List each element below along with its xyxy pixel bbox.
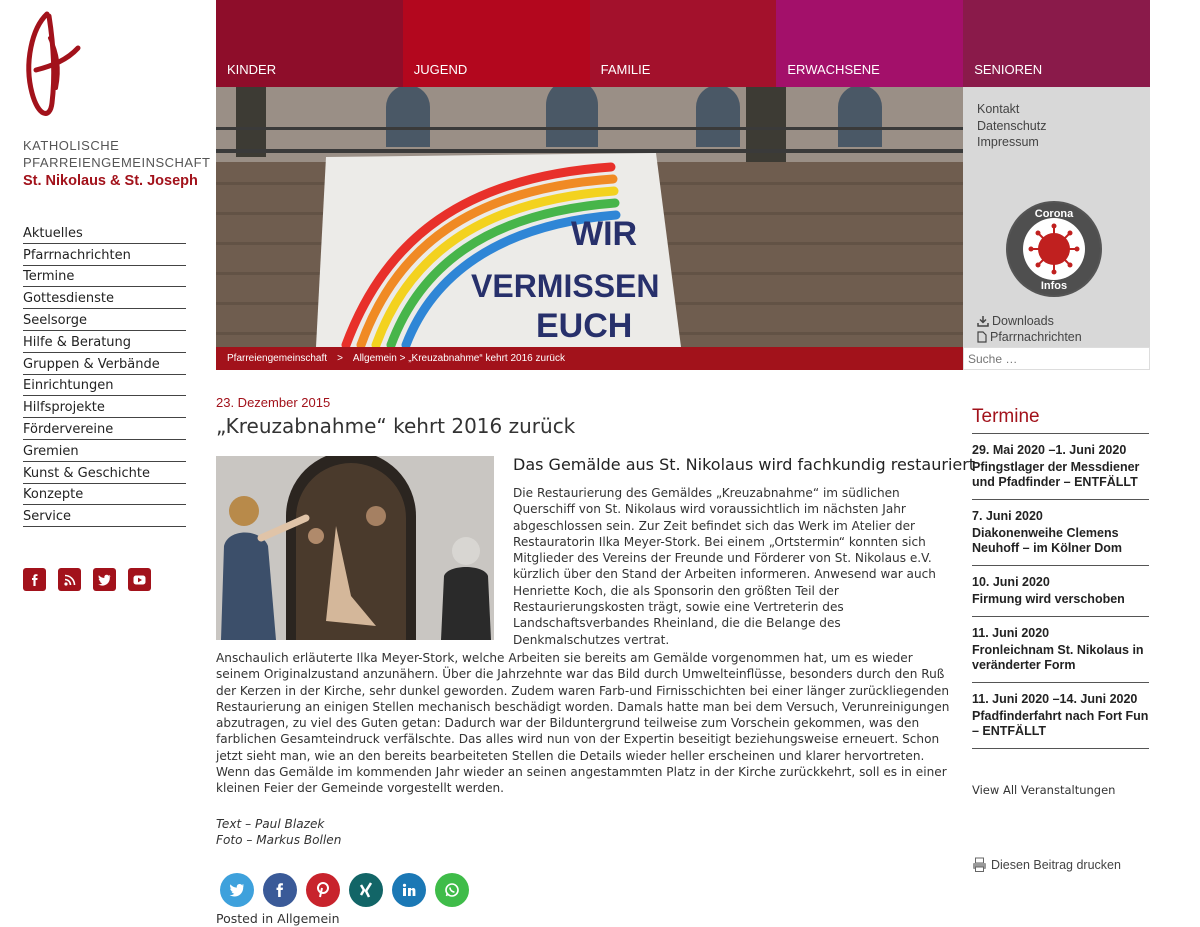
brand-line2: PFARREIENGEMEINSCHAFT bbox=[23, 155, 211, 170]
sidebar-item-hilfsprojekte[interactable]: Hilfsprojekte bbox=[23, 396, 186, 418]
corona-label-bottom: Infos bbox=[1040, 280, 1068, 292]
sidebar-item-kunst-geschichte[interactable]: Kunst & Geschichte bbox=[23, 462, 186, 484]
share-facebook-icon[interactable] bbox=[263, 873, 297, 907]
event-date: 7. Juni 2020 bbox=[972, 509, 1043, 523]
sidebar-item-termine[interactable]: Termine bbox=[23, 266, 186, 288]
credit-text: Text – Paul Blazek bbox=[216, 817, 325, 831]
termine-heading: Termine bbox=[972, 406, 1040, 427]
sidebar-item-service[interactable]: Service bbox=[23, 505, 186, 527]
corona-virus-icon bbox=[1006, 201, 1102, 297]
sidebar-item-aktuelles[interactable]: Aktuelles bbox=[23, 222, 186, 244]
brand-line1: KATHOLISCHE bbox=[23, 138, 120, 153]
print-label: Diesen Beitrag drucken bbox=[991, 857, 1121, 872]
view-all-events-link[interactable]: View All Veranstaltungen bbox=[972, 783, 1116, 797]
article-subtitle: Das Gemälde aus St. Nikolaus wird fachkundig restauriert bbox=[513, 455, 976, 474]
breadcrumb-trail[interactable]: Allgemein > „Kreuzabnahme“ kehrt 2016 zurück bbox=[352, 353, 565, 364]
posted-category-link[interactable]: Allgemein bbox=[277, 911, 340, 926]
article-paragraph-2: Anschaulich erläuterte Ilka Meyer-Stork, welche Arbeiten sie bereits am Gemälde vorgenommen hat, um es wieder seinem Originalzustand anzunähern. Über die Jahrzehnte war das Bild durch Umwelteinflüsse, besonders durch den Ruß der Kerzen in der Kirche, sehr dunkel geworden. Zudem waren Farb-und Firnisschichten bei einer länger zurückliegenden Restaurierung an einigen Stellen mechanisch beschädigt worden. Damals hatte man bei dem Versuch, Verunreinigungen abzutragen, zu viel des Guten getan: Dadurch war der Bilduntergrund teilweise zum Vorschein gekommen, was den farblichen Gesamteindruck verfälschte. Das alles wird nun von der Expertin beseitigt beziehungsweise erneuert. Schon jetzt sieht man, wie an den bereits bearbeiteten Stellen die Details wieder heller erscheinen und klarer hervortreten. bbox=[216, 651, 950, 763]
article-title: „Kreuzabnahme“ kehrt 2016 zurück bbox=[216, 414, 576, 438]
event-date: 11. Juni 2020 –14. Juni 2020 bbox=[972, 692, 1138, 706]
share-twitter-icon[interactable] bbox=[220, 873, 254, 907]
sidebar-item-gruppen-verbaende[interactable]: Gruppen & Verbände bbox=[23, 353, 186, 375]
restoration-photo bbox=[216, 456, 494, 640]
tab-familie[interactable]: FAMILIE bbox=[590, 0, 777, 87]
breadcrumb-separator: > bbox=[337, 353, 343, 364]
event-title[interactable]: Pfingstlager der Messdiener und Pfadfinder – ENTFÄLLT bbox=[972, 460, 1140, 489]
event-date: 10. Juni 2020 bbox=[972, 575, 1050, 589]
sidebar-item-konzepte[interactable]: Konzepte bbox=[23, 484, 186, 506]
corona-info-button[interactable] bbox=[1006, 201, 1102, 297]
event-title[interactable]: Pfadfinderfahrt nach Fort Fun – ENTFÄLLT bbox=[972, 709, 1149, 738]
document-icon bbox=[977, 331, 987, 343]
event-item[interactable] bbox=[972, 566, 1149, 617]
event-item[interactable] bbox=[972, 683, 1149, 749]
youtube-icon[interactable] bbox=[128, 568, 151, 591]
posted-in bbox=[216, 911, 340, 926]
share-linkedin-icon[interactable] bbox=[392, 873, 426, 907]
social-links bbox=[23, 568, 151, 591]
link-impressum[interactable]: Impressum bbox=[977, 135, 1039, 149]
facebook-icon[interactable] bbox=[23, 568, 46, 591]
sidebar-item-hilfe-beratung[interactable]: Hilfe & Beratung bbox=[23, 331, 186, 353]
event-date: 29. Mai 2020 –1. Juni 2020 bbox=[972, 443, 1127, 457]
event-item[interactable] bbox=[972, 617, 1149, 683]
banner-text-wir: WIR bbox=[571, 215, 638, 253]
article-credits bbox=[216, 816, 341, 849]
sidebar bbox=[0, 0, 210, 927]
tab-jugend[interactable]: JUGEND bbox=[403, 0, 590, 87]
event-list bbox=[972, 434, 1149, 749]
event-item[interactable] bbox=[972, 434, 1149, 500]
breadcrumb-home[interactable]: Pfarreiengemeinschaft bbox=[227, 353, 328, 364]
utility-links bbox=[963, 101, 1046, 151]
corona-label-top: Corona bbox=[1034, 208, 1074, 220]
download-icon bbox=[977, 315, 989, 327]
pfarrnachrichten-link[interactable] bbox=[977, 330, 1082, 344]
article-date: 23. Dezember 2015 bbox=[216, 395, 331, 410]
article-paragraph-3: Wenn das Gemälde im kommenden Jahr wieder an seinen angestammten Platz in der Kirche zurückkehrt, soll es in einer kleinen Feier der Gemeinde vorgestellt werden. bbox=[216, 765, 947, 796]
parish-logo-icon[interactable] bbox=[22, 8, 82, 123]
sidebar-item-foerdervereine[interactable]: Fördervereine bbox=[23, 418, 186, 440]
event-date: 11. Juni 2020 bbox=[972, 626, 1050, 640]
downloads-label: Downloads bbox=[992, 314, 1054, 328]
banner-text-euch: EUCH bbox=[536, 307, 633, 345]
twitter-icon[interactable] bbox=[93, 568, 116, 591]
hero-image bbox=[216, 87, 963, 347]
sidebar-item-gottesdienste[interactable]: Gottesdienste bbox=[23, 287, 186, 309]
event-title[interactable]: Fronleichnam St. Nikolaus in veränderter Form bbox=[972, 643, 1144, 672]
article-body bbox=[216, 650, 950, 797]
credit-foto: Foto – Markus Bollen bbox=[216, 833, 342, 848]
sidebar-item-pfarrnachrichten[interactable]: Pfarrnachrichten bbox=[23, 244, 186, 266]
downloads-link[interactable] bbox=[977, 314, 1054, 328]
printer-icon bbox=[972, 857, 987, 872]
article-photo[interactable] bbox=[216, 456, 494, 640]
print-button[interactable] bbox=[972, 857, 1121, 872]
share-pinterest-icon[interactable] bbox=[306, 873, 340, 907]
sidebar-item-gremien[interactable]: Gremien bbox=[23, 440, 186, 462]
rss-icon[interactable] bbox=[58, 568, 81, 591]
share-buttons bbox=[220, 873, 469, 907]
top-navigation bbox=[216, 0, 1150, 87]
event-item[interactable] bbox=[972, 500, 1149, 566]
posted-prefix: Posted in bbox=[216, 911, 274, 926]
breadcrumb bbox=[216, 347, 963, 370]
link-kontakt[interactable]: Kontakt bbox=[977, 102, 1020, 116]
share-whatsapp-icon[interactable] bbox=[435, 873, 469, 907]
sidebar-item-einrichtungen[interactable]: Einrichtungen bbox=[23, 375, 186, 397]
hero-illustration bbox=[216, 87, 963, 347]
brand-name[interactable]: St. Nikolaus & St. Joseph bbox=[23, 173, 198, 189]
pfarrnachrichten-label: Pfarrnachrichten bbox=[990, 330, 1082, 344]
share-xing-icon[interactable] bbox=[349, 873, 383, 907]
banner-text-vermissen: VERMISSEN bbox=[471, 268, 660, 304]
search-input[interactable] bbox=[963, 347, 1150, 370]
link-datenschutz[interactable]: Datenschutz bbox=[977, 118, 1047, 133]
event-title[interactable]: Firmung wird verschoben bbox=[972, 592, 1125, 606]
article-paragraph-1: Die Restaurierung des Gemäldes „Kreuzabnahme“ im südlichen Querschiff von St. Nikolaus wird voraussichtlich im nächsten Jahr abgeschlossen sein. Zur Zeit befindet sich das Werk im Atelier der Restauratorin Ilka Meyer-Stork. Bei einem „Ortstermin“ konnten sich Mitglieder des Vereins der Freunde und Förderer von St. Nikolaus e.V. kürzlich über den Stand der Arbeiten informeren. Anwesend war auch Henriette Koch, die als Sponsorin den größten Teil der Restaurierungskosten trägt, sowie eine Vertreterin des Landschaftsverbandes Rheinland, die die Belange des Denkmalschutzes vertrat. bbox=[513, 486, 936, 647]
event-title[interactable]: Diakonenweihe Clemens Neuhoff – im Kölner Dom bbox=[972, 526, 1123, 555]
utility-panel bbox=[963, 87, 1150, 347]
sidebar-item-seelsorge[interactable]: Seelsorge bbox=[23, 309, 186, 331]
tab-erwachsene[interactable]: ERWACHSENE bbox=[776, 0, 963, 87]
tab-senioren[interactable]: SENIOREN bbox=[963, 0, 1150, 87]
tab-kinder[interactable]: KINDER bbox=[216, 0, 403, 87]
sidebar-nav bbox=[23, 222, 186, 527]
